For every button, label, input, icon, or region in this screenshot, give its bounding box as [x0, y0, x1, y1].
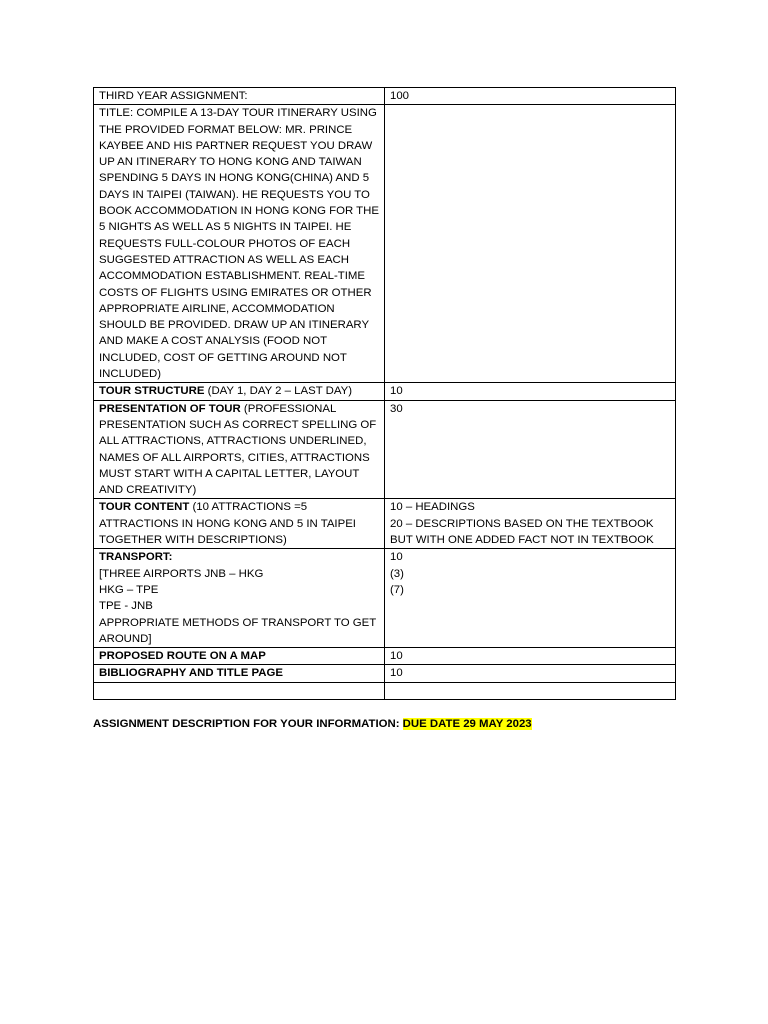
- table-row: [94, 648, 676, 665]
- table-row: [94, 549, 676, 648]
- table-row: [94, 88, 676, 105]
- row-label: TRANSPORT: [THREE AIRPORTS JNB – HKG HKG – TPE TPE - JNB APPROPRIATE METHODS OF TRANSPORT TO GET AROUND]: [94, 549, 385, 648]
- row-label: PRESENTATION OF TOUR (PROFESSIONAL PRESENTATION SUCH AS CORRECT SPELLING OF ALL ATTRACTIONS, ATTRACTIONS UNDERLINED, NAMES OF ALL AIRPORTS, CITIES, ATTRACTIONS MUST START WITH A CAPITAL LETTER, LAYOUT AND CREATIVITY): [94, 400, 385, 499]
- table-row: [94, 499, 676, 549]
- row-marks: 30: [385, 400, 676, 499]
- row-marks: 10: [385, 665, 676, 682]
- row-label: TITLE: COMPILE A 13-DAY TOUR ITINERARY USING THE PROVIDED FORMAT BELOW: MR. PRINCE KAYBEE AND HIS PARTNER REQUEST YOU DRAW UP AN ITINERARY TO HONG KONG AND TAIWAN SPENDING 5 DAYS IN HONG KONG(CHINA) AND 5 DAYS IN TAIPEI (TAIWAN). HE REQUESTS YOU TO BOOK ACCOMMODATION IN HONG KONG FOR THE 5 NIGHTS AS WELL AS 5 NIGHTS IN TAIPEI. HE REQUESTS FULL-COLOUR PHOTOS OF EACH SUGGESTED ATTRACTION AS WELL AS EACH ACCOMMODATION ESTABLISHMENT. REAL-TIME COSTS OF FLIGHTS USING EMIRATES OR OTHER APPROPRIATE AIRLINE, ACCOMMODATION SHOULD BE PROVIDED. DRAW UP AN ITINERARY AND MAKE A COST ANALYSIS (FOOD NOT INCLUDED, COST OF GETTING AROUND NOT INCLUDED): [94, 105, 385, 383]
- row-label: TOUR STRUCTURE (DAY 1, DAY 2 – LAST DAY): [94, 383, 385, 400]
- table-row: [94, 105, 676, 383]
- row-label: PROPOSED ROUTE ON A MAP: [94, 648, 385, 665]
- empty-table-row: [94, 682, 676, 699]
- row-marks: 10: [385, 383, 676, 400]
- assignment-description-note: [93, 716, 532, 732]
- row-marks: [385, 682, 676, 699]
- table-row: [94, 383, 676, 400]
- footer-text: ASSIGNMENT DESCRIPTION FOR YOUR INFORMATION:: [93, 718, 403, 730]
- table-row: [94, 665, 676, 682]
- row-label: [94, 682, 385, 699]
- row-label: THIRD YEAR ASSIGNMENT:: [94, 88, 385, 105]
- row-marks: 10 (3) (7): [385, 549, 676, 648]
- row-marks: 10: [385, 648, 676, 665]
- row-marks: 10 – HEADINGS 20 – DESCRIPTIONS BASED ON THE TEXTBOOK BUT WITH ONE ADDED FACT NOT IN TEXTBOOK: [385, 499, 676, 549]
- due-date-highlight: DUE DATE 29 MAY 2023: [402, 718, 532, 730]
- row-label: TOUR CONTENT (10 ATTRACTIONS =5 ATTRACTIONS IN HONG KONG AND 5 IN TAIPEI TOGETHER WITH DESCRIPTIONS): [94, 499, 385, 549]
- row-marks: [385, 105, 676, 383]
- table-row: [94, 400, 676, 499]
- row-marks: 100: [385, 88, 676, 105]
- assignment-table: [93, 87, 676, 700]
- row-label: BIBLIOGRAPHY AND TITLE PAGE: [94, 665, 385, 682]
